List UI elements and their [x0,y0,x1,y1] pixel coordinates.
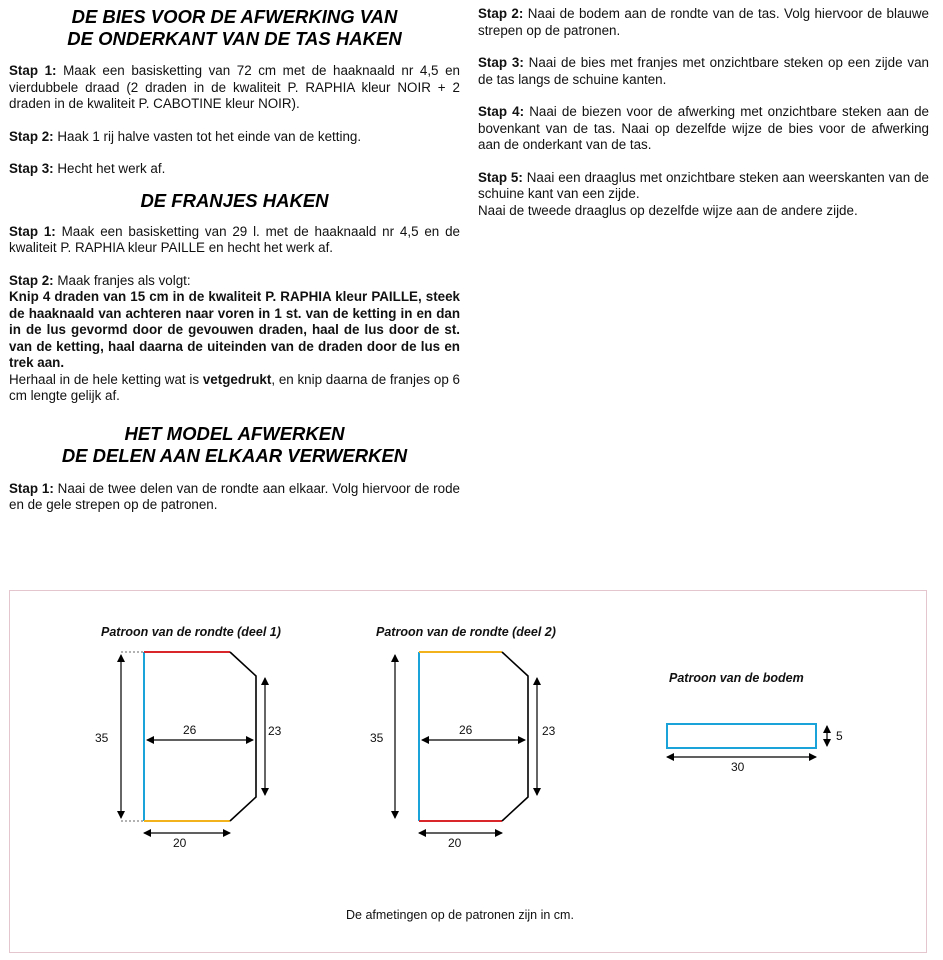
figure-caption: De afmetingen op de patronen zijn in cm. [346,908,574,922]
pattern3-label-width: 30 [731,760,745,774]
pattern2-title: Patroon van de rondte (deel 2) [376,625,556,639]
franjes-step-2-after: Herhaal in de hele ketting wat is vetgedrukt, en knip daarna de franjes op 6 cm lengte gelijk af. [9,371,460,403]
pattern-diagram [10,591,928,954]
pattern3-blue-rect [667,724,816,748]
pattern1-title: Patroon van de rondte (deel 1) [101,625,281,639]
pattern2-label-side: 23 [542,724,556,738]
pattern2-label-height: 35 [370,731,384,745]
model-step-5: Stap 5: Naai een draaglus met onzichtbare steken aan weerskanten van de schuine kant van een zijde. [478,169,929,201]
pattern1-slant-edge [230,652,256,821]
heading-bies: DE BIES VOOR DE AFWERKING VAN DE ONDERKANT VAN DE TAS HAKEN [67,6,402,49]
left-column [9,0,460,514]
pattern1-label-width: 26 [183,723,197,737]
bies-step-2: Stap 2: Haak 1 rij halve vasten tot het einde van de ketting. [9,128,362,144]
model-step-4: Stap 4: Naai de biezen voor de afwerking met onzichtbare steken aan de bovenkant van de tas. Naai op dezelfde wijze de bies voor de afwerking aan de onderkant van de tas. [478,104,929,152]
pattern3-label-height: 5 [836,729,843,743]
bies-step-1: Stap 1: Maak een basisketting van 72 cm met de haaknaald nr 4,5 en vierdubbele draad (2 draden in de kwaliteit P. RAPHIA kleur NOIR + 2 draden in de kwaliteit P. CABOTINE kleur NOIR). [9,63,460,111]
model-step-1: Stap 1: Naai de twee delen van de rondte aan elkaar. Volg hiervoor de rode en de gele strepen op de patronen. [9,480,460,512]
heading-afwerken: HET MODEL AFWERKEN DE DELEN AAN ELKAAR VERWERKEN [61,422,408,466]
pattern1-label-height: 35 [95,731,109,745]
pattern1-shape [95,652,282,850]
pattern2-shape [370,652,556,850]
pattern2-label-bottom: 20 [448,836,462,850]
pattern1-label-bottom: 20 [173,836,187,850]
model-step-2: Stap 2: Naai de bodem aan de rondte van de tas. Volg hiervoor de blauwe strepen op de patronen. [478,6,929,38]
model-step-5-extra: Naai de tweede draaglus op dezelfde wijze aan de andere zijde. [478,202,858,218]
pattern2-label-width: 26 [459,723,473,737]
model-step-3: Stap 3: Naai de bies met franjes met onzichtbare steken op een zijde van de tas langs de schuine kanten. [478,55,929,87]
pattern2-slant-edge [502,652,528,821]
bies-step-3: Stap 3: Hecht het werk af. [9,161,166,176]
franjes-step-2-bold: Knip 4 draden van 15 cm in de kwaliteit P. RAPHIA kleur PAILLE, steek de haaknaald van achteren naar voren in 1 st. van de ketting in en dan in de lus gevormd door de gevouwen draden, haal de lus door de st. van de ketting, haal daarna de uiteinden van de draden door de lus en trek aan. [9,289,460,370]
pattern1-label-side: 23 [268,724,282,738]
pattern3-shape [667,724,843,774]
heading-franjes: DE FRANJES HAKEN [140,189,329,211]
franjes-step-1: Stap 1: Maak een basisketting van 29 l. met de haaknaald nr 4,5 en de kwaliteit P. RAPHIA kleur PAILLE en hecht het werk af. [9,223,460,255]
pattern-figure-box [9,590,927,953]
pattern3-title: Patroon van de bodem [669,671,804,685]
franjes-step-2: Stap 2: Maak franjes als volgt: [9,272,191,288]
right-column [478,0,929,219]
